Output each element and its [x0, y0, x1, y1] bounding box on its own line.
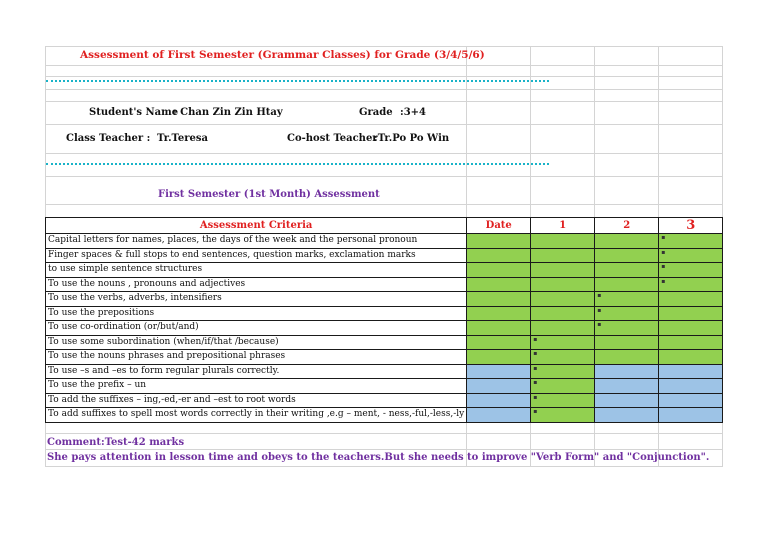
student-name-label: Student's Name: [89, 107, 179, 118]
grade-value: :3+4: [400, 107, 426, 118]
date-cell: [467, 321, 531, 336]
score-cell-2: [595, 364, 659, 379]
score-cell-1: [531, 393, 595, 408]
criteria-cell: To use the nouns phrases and prepositional phrases: [46, 350, 467, 365]
table-row: [46, 306, 723, 321]
date-cell: [467, 234, 531, 249]
date-cell: [467, 277, 531, 292]
gridline: [45, 433, 723, 434]
score-cell-1: [531, 306, 595, 321]
criteria-cell: To use some subordination (when/if/that /because): [46, 335, 467, 350]
class-teacher-value: Tr.Teresa: [157, 133, 208, 144]
date-cell: [467, 364, 531, 379]
class-teacher-label: Class Teacher :: [66, 133, 151, 144]
table-row: [46, 408, 723, 423]
score-cell-2: [595, 306, 659, 321]
cell-note-marker: ▪: [597, 321, 602, 328]
score-cell-3: [659, 306, 723, 321]
cell-note-marker: ▪: [661, 248, 666, 256]
score-cell-1: [531, 248, 595, 263]
section-title: First Semester (1st Month) Assessment: [158, 189, 380, 200]
table-row: [46, 292, 723, 307]
cell-note-marker: ▪: [533, 408, 538, 415]
gridline: [45, 153, 723, 154]
score-cell-3: [659, 248, 723, 263]
date-cell: [467, 292, 531, 307]
score-cell-3: [659, 350, 723, 365]
student-name-value: : Chan Zin Zin Htay: [173, 107, 283, 118]
cell-note-marker: ▪: [533, 364, 538, 372]
score-cell-1: [531, 350, 595, 365]
header-1: 1: [531, 218, 595, 234]
score-cell-2: [595, 234, 659, 249]
gridline: [45, 101, 723, 102]
criteria-cell: To use the prepositions: [46, 306, 467, 321]
table-row: [46, 379, 723, 394]
table-row: [46, 234, 723, 249]
date-cell: [467, 393, 531, 408]
score-cell-2: [595, 277, 659, 292]
score-cell-1: [531, 321, 595, 336]
score-cell-2: [595, 379, 659, 394]
cell-note-marker: ▪: [597, 292, 602, 299]
date-cell: [467, 248, 531, 263]
date-cell: [467, 350, 531, 365]
criteria-cell: To use the prefix – un: [46, 379, 467, 394]
header-date: Date: [467, 218, 531, 234]
table-row: [46, 364, 723, 379]
score-cell-1: [531, 379, 595, 394]
comment-line-2: She pays attention in lesson time and obeys to the teachers.But she needs to improve "Verb Form" and "Conjunction".: [47, 452, 710, 463]
score-cell-3: [659, 277, 723, 292]
gridline: [45, 176, 723, 177]
score-cell-2: [595, 335, 659, 350]
cell-note-marker: ▪: [533, 335, 538, 343]
table-row: [46, 321, 723, 336]
score-cell-3: [659, 408, 723, 423]
table-row: [46, 263, 723, 278]
header-3: 3: [659, 218, 723, 234]
date-cell: [467, 263, 531, 278]
cohost-teacher-label: Co-host Teacher: [287, 133, 378, 144]
gridline: [45, 204, 723, 205]
score-cell-3: [659, 234, 723, 249]
page-title: Assessment of First Semester (Grammar Classes) for Grade (3/4/5/6): [80, 49, 485, 61]
date-cell: [467, 379, 531, 394]
score-cell-2: [595, 321, 659, 336]
score-cell-3: [659, 321, 723, 336]
score-cell-3: [659, 263, 723, 278]
table-row: [46, 277, 723, 292]
criteria-cell: Finger spaces & full stops to end sentences, question marks, exclamation marks: [46, 248, 467, 263]
gridline: [45, 65, 723, 66]
gridline: [45, 46, 723, 47]
table-header-row: [46, 218, 723, 234]
criteria-cell: To use co-ordination (or/but/and): [46, 321, 467, 336]
criteria-cell: To use –s and –es to form regular plurals correctly.: [46, 364, 467, 379]
date-cell: [467, 408, 531, 423]
date-cell: [467, 306, 531, 321]
divider-bottom: [46, 163, 549, 165]
grade-label: Grade: [359, 107, 393, 118]
score-cell-2: [595, 393, 659, 408]
criteria-cell: To add the suffixes – ing,-ed,-er and –est to root words: [46, 393, 467, 408]
comment-line-1: Comment:Test-42 marks: [47, 437, 185, 448]
cell-note-marker: ▪: [661, 277, 666, 285]
score-cell-1: [531, 234, 595, 249]
table-row: [46, 248, 723, 263]
gridline: [45, 449, 723, 450]
criteria-cell: To use the nouns , pronouns and adjectives: [46, 277, 467, 292]
score-cell-3: [659, 393, 723, 408]
cell-note-marker: ▪: [661, 234, 666, 241]
gridline: [45, 466, 723, 467]
score-cell-3: [659, 379, 723, 394]
date-cell: [467, 335, 531, 350]
score-cell-1: [531, 292, 595, 307]
score-cell-2: [595, 292, 659, 307]
criteria-cell: to use simple sentence structures: [46, 263, 467, 278]
gridline: [45, 124, 723, 125]
header-2: 2: [595, 218, 659, 234]
score-cell-3: [659, 364, 723, 379]
cell-note-marker: ▪: [597, 306, 602, 314]
score-cell-2: [595, 248, 659, 263]
score-cell-1: [531, 335, 595, 350]
score-cell-2: [595, 263, 659, 278]
header-criteria: Assessment Criteria: [46, 218, 467, 234]
score-cell-2: [595, 350, 659, 365]
gridline: [45, 76, 723, 77]
cell-note-marker: ▪: [533, 350, 538, 357]
criteria-cell: To use the verbs, adverbs, intensifiers: [46, 292, 467, 307]
cell-note-marker: ▪: [533, 379, 538, 386]
criteria-cell: Capital letters for names, places, the days of the week and the personal pronoun: [46, 234, 467, 249]
divider-top: [46, 80, 549, 82]
score-cell-1: [531, 364, 595, 379]
table-row: [46, 350, 723, 365]
score-cell-1: [531, 277, 595, 292]
cell-note-marker: ▪: [533, 393, 538, 401]
score-cell-1: [531, 263, 595, 278]
cell-note-marker: ▪: [661, 263, 666, 270]
assessment-table: [45, 217, 723, 423]
score-cell-3: [659, 292, 723, 307]
table-row: [46, 393, 723, 408]
table-row: [46, 335, 723, 350]
criteria-cell: To add suffixes to spell most words correctly in their writing ,e.g – ment, - ness,-ful,-less,-ly: [46, 408, 467, 423]
gridline: [45, 89, 723, 90]
cohost-teacher-value: :Tr.Po Po Win: [374, 133, 450, 144]
score-cell-2: [595, 408, 659, 423]
score-cell-3: [659, 335, 723, 350]
score-cell-1: [531, 408, 595, 423]
